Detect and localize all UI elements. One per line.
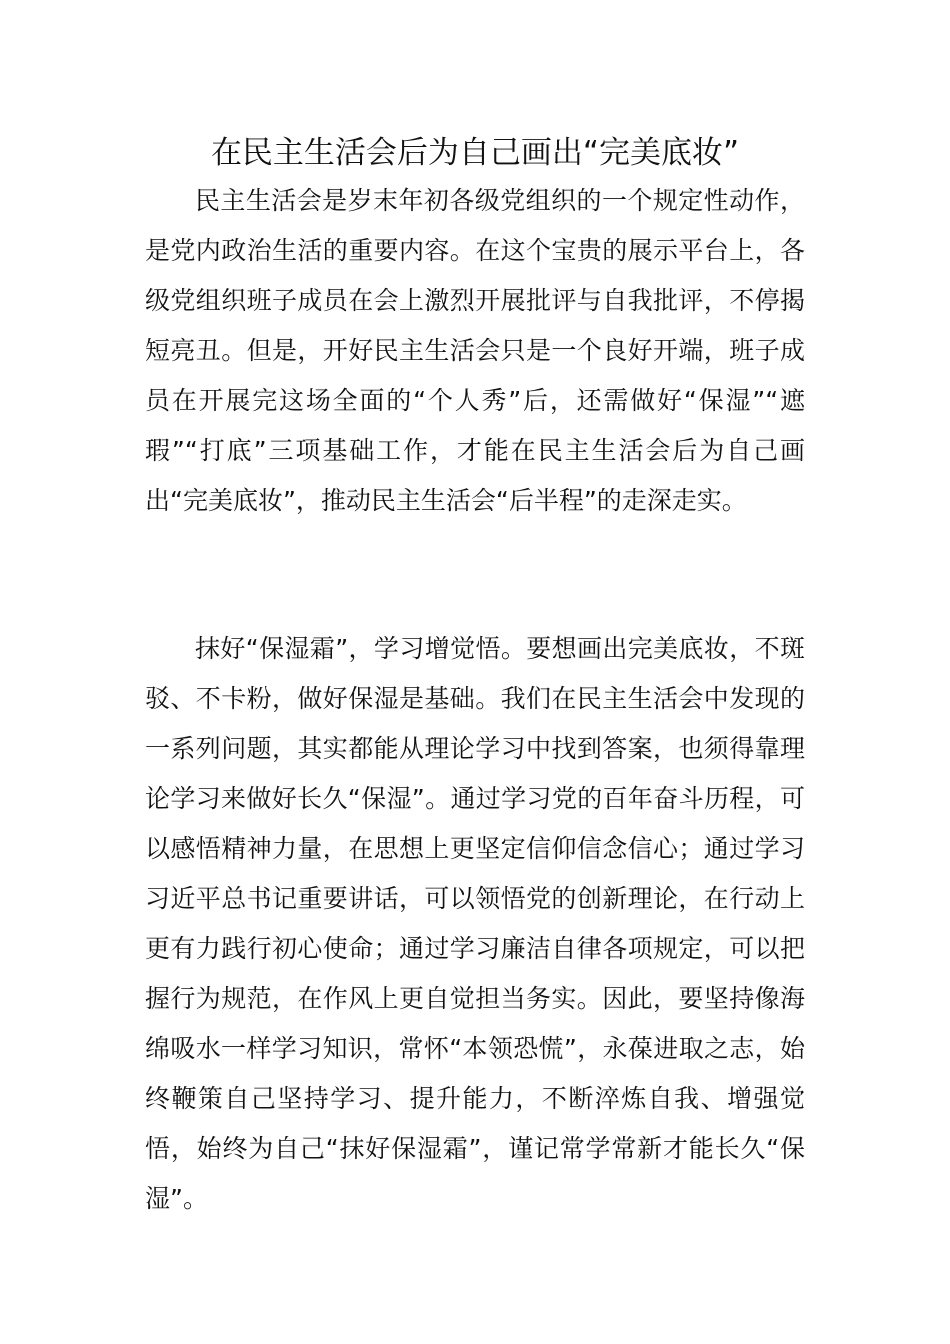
paragraph-moisturize: 抹好“保湿霜”，学习增觉悟。要想画出完美底妆，不斑驳、不卡粉，做好保湿是基础。我们在民主生活会中发现的一系列问题，其实都能从理论学习中找到答案，也须得靠理论学习来做好长久“保湿”。通过学习党的百年奋斗历程，可以感悟精神力量，在思想上更坚定信仰信念信心；通过学习习近平总书记重要讲话，可以领悟党的创新理论，在行动上更有力践行初心使命；通过学习廉洁自律各项规定，可以把握行为规范，在作风上更自觉担当务实。因此，要坚持像海绵吸水一样学习知识，常怀“本领恐慌”，永葆进取之志，始终鞭策自己坚持学习、提升能力，不断淬炼自我、增强觉悟，始终为自己“抹好保湿霜”，谨记常学常新才能长久“保湿”。: [145, 634, 805, 1213]
paragraph-intro: 民主生活会是岁末年初各级党组织的一个规定性动作，是党内政治生活的重要内容。在这个宝贵的展示平台上，各级党组织班子成员在会上激烈开展批评与自我批评，不停揭短亮丑。但是，开好民主生活会只是一个良好开端，班子成员在开展完这场全面的“个人秀”后，还需做好“保湿”“遮瑕”“打底”三项基础工作，才能在民主生活会后为自己画出“完美底妆”，推动民主生活会“后半程”的走深走实。: [145, 186, 805, 515]
document-title: 在民主生活会后为自己画出“完美底妆”: [210, 135, 740, 171]
